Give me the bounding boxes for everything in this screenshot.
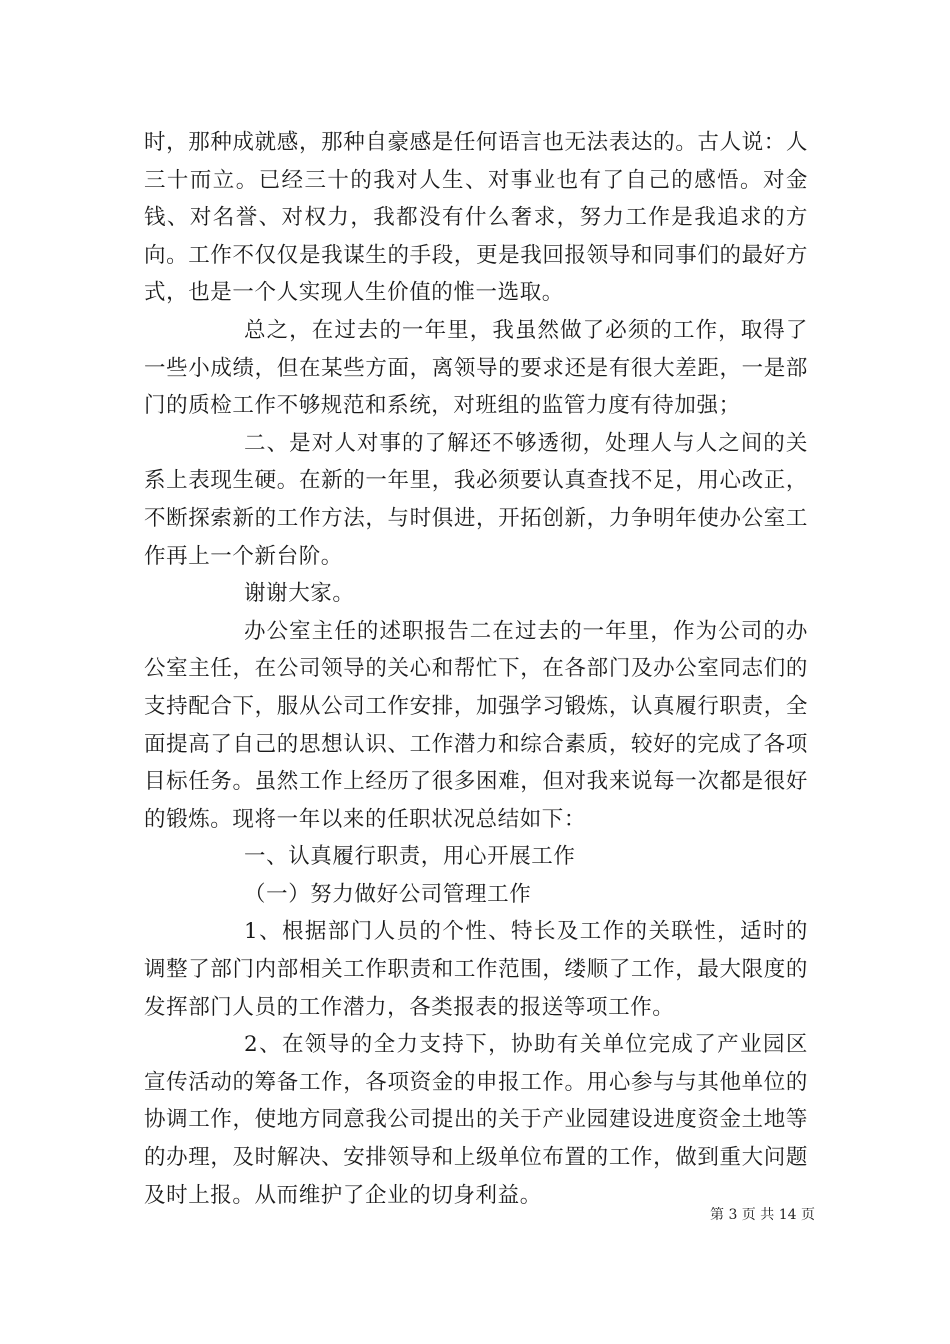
paragraph-1: 时，那种成就感，那种自豪感是任何语言也无法表达的。古人说：人三十而立。已经三十的我对人生、对事业也有了自己的感悟。对金钱、对名誉、对权力，我都没有什么奢求，努力工作是我追求的方向。工作不仅仅是我谋生的手段，更是我回报领导和同事们的最好方式，也是一个人实现人生价值的惟一选取。 (144, 130, 808, 306)
section-heading-1: 一、认真履行职责，用心开展工作 (244, 844, 576, 870)
paragraph-item-2: 2、在领导的全力支持下，协助有关单位完成了产业园区宣传活动的筹备工作，各项资金的申报工作。用心参与与其他单位的协调工作，使地方同意我公司提出的关于产业园建设进度资金土地等的办理，及时解决、安排领导和上级单位布置的工作，做到重大问题及时上报。从而维护了企业的切身利益。 (144, 1032, 808, 1208)
paragraph-5: 办公室主任的述职报告二在过去的一年里，作为公司的办公室主任，在公司领导的关心和帮忙下，在各部门及办公室同志们的支持配合下，服从公司工作安排，加强学习锻炼，认真履行职责，全面提高了自己的思想认识、工作潜力和综合素质，较好的完成了各项目标任务。虽然工作上经历了很多困难，但对我来说每一次都是很好的锻炼。现将一年以来的任职状况总结如下： (144, 618, 808, 832)
subsection-heading-1: （一）努力做好公司管理工作 (244, 881, 532, 907)
paragraph-item-1: 1、根据部门人员的个性、特长及工作的关联性，适时的调整了部门内部相关工作职责和工作范围，缕顺了工作，最大限度的发挥部门人员的工作潜力，各类报表的报送等项工作。 (144, 919, 808, 1020)
document-body (144, 124, 808, 1214)
paragraph-3: 二、是对人对事的了解还不够透彻，处理人与人之间的关系上表现生硬。在新的一年里，我必须要认真查找不足，用心改正，不断探索新的工作方法，与时俱进，开拓创新，力争明年使办公室工作再上一个新台阶。 (144, 430, 808, 569)
page-number-footer: 第 3 页 共 14 页 (710, 1207, 815, 1223)
paragraph-2: 总之，在过去的一年里，我虽然做了必须的工作，取得了一些小成绩，但在某些方面，离领导的要求还是有很大差距，一是部门的质检工作不够规范和系统，对班组的监管力度有待加强； (144, 317, 808, 419)
paragraph-4: 谢谢大家。 (244, 581, 355, 607)
